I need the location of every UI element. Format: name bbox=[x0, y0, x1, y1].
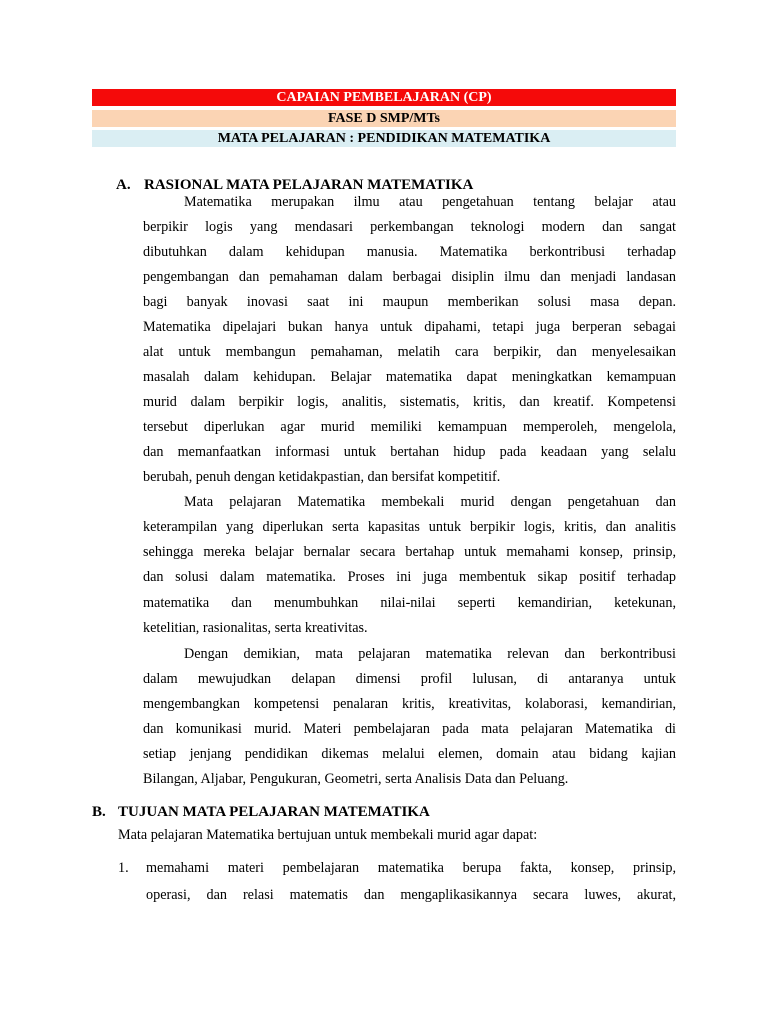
section-a-heading bbox=[116, 176, 473, 194]
paragraph-line: ketelitian, rasionalitas, serta kreativitas. bbox=[143, 620, 368, 636]
section-b-title: TUJUAN MATA PELAJARAN MATEMATIKA bbox=[118, 804, 430, 820]
paragraph-line: Matematika merupakan ilmu atau pengetahuan tentang belajar atau bbox=[184, 194, 676, 210]
section-b-intro: Mata pelajaran Matematika bertujuan untuk membekali murid agar dapat: bbox=[118, 827, 538, 843]
section-a-letter: A. bbox=[116, 177, 131, 193]
header-title-bar: CAPAIAN PEMBELAJARAN (CP) bbox=[92, 89, 676, 106]
header-subject-bar: MATA PELAJARAN : PENDIDIKAN MATEMATIKA bbox=[92, 130, 676, 147]
list-item-line: memahami materi pembelajaran matematika berupa fakta, konsep, prinsip, bbox=[146, 860, 676, 876]
list-item-line: operasi, dan relasi matematis dan mengaplikasikannya secara luwes, akurat, bbox=[146, 887, 676, 903]
paragraph-line: bagi banyak inovasi saat ini maupun memberikan solusi masa depan. bbox=[143, 294, 676, 310]
paragraph-line: keterampilan yang diperlukan serta kapasitas untuk berpikir logis, kritis, dan analitis bbox=[143, 519, 676, 535]
paragraph-line: setiap jenjang pendidikan dikemas melalui elemen, domain atau bidang kajian bbox=[143, 746, 676, 762]
paragraph-line: murid dalam berpikir logis, analitis, sistematis, kritis, dan kreatif. Kompetensi bbox=[143, 394, 676, 410]
paragraph-line: alat untuk membangun pemahaman, melatih cara berpikir, dan menyelesaikan bbox=[143, 344, 676, 360]
paragraph-line: sehingga mereka belajar bernalar secara bertahap untuk memahami konsep, prinsip, bbox=[143, 544, 676, 560]
section-b-letter: B. bbox=[92, 804, 106, 820]
paragraph-line: dan solusi dalam matematika. Proses ini juga membentuk sikap positif terhadap bbox=[143, 569, 676, 585]
header-phase-bar: FASE D SMP/MTs bbox=[92, 110, 676, 127]
paragraph-line: dan memanfaatkan informasi untuk bertahan hidup pada keadaan yang selalu bbox=[143, 444, 676, 460]
paragraph-line: Matematika dipelajari bukan hanya untuk dipahami, tetapi juga berperan sebagai bbox=[143, 319, 676, 335]
paragraph-line: Mata pelajaran Matematika membekali murid dengan pengetahuan dan bbox=[184, 494, 676, 510]
paragraph-line: masalah dalam kehidupan. Belajar matematika dapat meningkatkan kemampuan bbox=[143, 369, 676, 385]
paragraph-line: pengembangan dan pemahaman dalam berbagai disiplin ilmu dan menjadi landasan bbox=[143, 269, 676, 285]
paragraph-line: Bilangan, Aljabar, Pengukuran, Geometri, serta Analisis Data dan Peluang. bbox=[143, 771, 569, 787]
paragraph-line: dan komunikasi murid. Materi pembelajaran pada mata pelajaran Matematika di bbox=[143, 721, 676, 737]
paragraph-line: berubah, penuh dengan ketidakpastian, dan bersifat kompetitif. bbox=[143, 469, 501, 485]
list-item-number: 1. bbox=[118, 860, 129, 876]
paragraph-line: berpikir logis yang mendasari perkembangan teknologi modern dan sangat bbox=[143, 219, 676, 235]
section-a-title: RASIONAL MATA PELAJARAN MATEMATIKA bbox=[144, 177, 474, 193]
paragraph-line: matematika dan menumbuhkan nilai-nilai seperti kemandirian, ketekunan, bbox=[143, 595, 676, 611]
paragraph-line: Dengan demikian, mata pelajaran matematika relevan dan berkontribusi bbox=[184, 646, 676, 662]
paragraph-line: dalam mewujudkan delapan dimensi profil lulusan, di antaranya untuk bbox=[143, 671, 676, 687]
paragraph-line: mengembangkan kompetensi penalaran kritis, kreativitas, kolaborasi, kemandirian, bbox=[143, 696, 676, 712]
section-b-heading bbox=[92, 803, 430, 821]
paragraph-line: dibutuhkan dalam kehidupan manusia. Matematika berkontribusi terhadap bbox=[143, 244, 676, 260]
paragraph-line: tersebut diperlukan agar murid memiliki kemampuan memperoleh, mengelola, bbox=[143, 419, 676, 435]
